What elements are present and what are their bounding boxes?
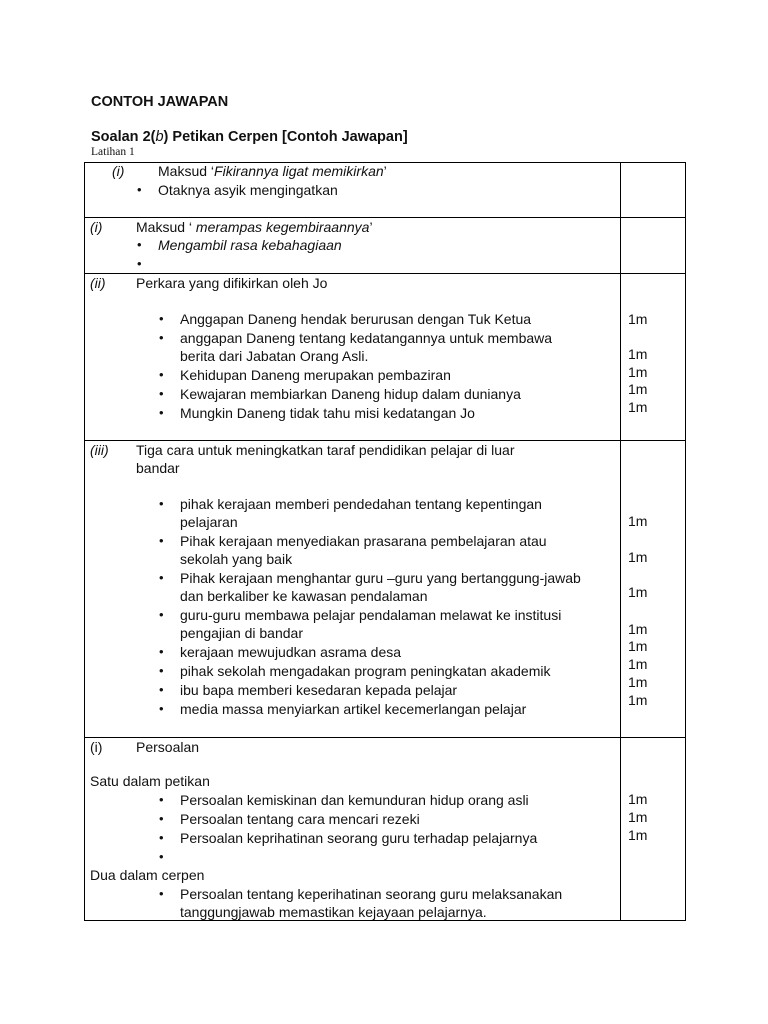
row4-question-cont: bandar: [136, 460, 180, 476]
row4-mark: 1m: [628, 584, 648, 600]
row4-number: (iii): [90, 442, 109, 458]
row3-mark: 1m: [628, 381, 648, 397]
row5-mark: 1m: [628, 791, 648, 807]
row4-question: Tiga cara untuk meningkatkan taraf pendidikan pelajar di luar: [136, 442, 515, 458]
bullet-icon: •: [159, 663, 164, 678]
row1-number: (i): [112, 163, 125, 179]
row4-answer: pihak sekolah mengadakan program peningkatan akademik: [180, 663, 551, 679]
bullet-icon: •: [159, 533, 164, 548]
row1-question-post: ’: [383, 163, 387, 179]
row5-answer: Persoalan tentang keperihatinan seorang guru melaksanakan: [180, 886, 563, 902]
row3-answer: Kewajaran membiarkan Daneng hidup dalam dunianya: [180, 386, 521, 402]
exercise-label: Latihan 1: [91, 146, 135, 158]
row5-question: Persoalan: [136, 739, 200, 755]
bullet-icon: •: [159, 607, 164, 622]
bullet-icon: •: [159, 701, 164, 716]
question-title-rest: ) Petikan Cerpen [Contoh Jawapan]: [163, 129, 408, 145]
row3-mark: 1m: [628, 399, 648, 415]
bullet-icon: •: [159, 682, 164, 697]
row4-answer: ibu bapa memberi kesedaran kepada pelajar: [180, 682, 458, 698]
row4-answer: Pihak kerajaan menyediakan prasarana pembelajaran atau: [180, 533, 547, 549]
row4-answer: guru-guru membawa pelajar pendalaman melawat ke institusi: [180, 607, 562, 623]
row3-answer: anggapan Daneng tentang kedatangannya untuk membawa: [180, 330, 553, 346]
row2-question: [136, 218, 373, 236]
row2-question-pre: Maksud ‘: [136, 219, 196, 235]
row5-mark: 1m: [628, 809, 648, 825]
bullet-icon: •: [159, 792, 164, 807]
row4-mark: 1m: [628, 674, 648, 690]
mark-column-divider: [620, 162, 621, 921]
row1-answer: Otaknya asyik mengingatkan: [158, 182, 338, 198]
page-title: CONTOH JAWAPAN: [91, 94, 229, 110]
bullet-icon: •: [159, 570, 164, 585]
bullet-icon: •: [159, 886, 164, 901]
row4-answer: pihak kerajaan memberi pendedahan tentang kepentingan: [180, 496, 542, 512]
row3-answer: Kehidupan Daneng merupakan pembaziran: [180, 367, 451, 383]
row4-answer-cont: sekolah yang baik: [180, 551, 293, 567]
row4-mark: 1m: [628, 656, 648, 672]
row4-answer-cont: pelajaran: [180, 514, 238, 530]
row4-mark: 1m: [628, 621, 648, 637]
row5-mark: 1m: [628, 827, 648, 843]
bullet-icon: •: [137, 182, 142, 197]
bullet-icon: •: [137, 237, 142, 252]
bullet-icon: •: [159, 496, 164, 511]
row3-answer-cont: berita dari Jabatan Orang Asli.: [180, 348, 369, 364]
bullet-icon: •: [159, 644, 164, 659]
row2-answer: Mengambil rasa kebahagiaan: [158, 237, 342, 253]
row1-question: [158, 162, 387, 180]
question-title-prefix: Soalan 2(: [91, 129, 156, 145]
bullet-icon: •: [159, 386, 164, 401]
row4-answer-cont: dan berkaliber ke kawasan pendalaman: [180, 588, 428, 604]
bullet-icon: •: [159, 311, 164, 326]
row3-answer: Anggapan Daneng hendak berurusan dengan Tuk Ketua: [180, 311, 532, 327]
row1-question-pre: Maksud ‘: [158, 163, 215, 179]
row4-answer: Pihak kerajaan menghantar guru –guru yang bertanggung-jawab: [180, 570, 581, 586]
row5-answer: Persoalan keprihatinan seorang guru terhadap pelajarnya: [180, 830, 538, 846]
row5-answer: Persoalan kemiskinan dan kemunduran hidup orang asli: [180, 792, 529, 808]
row4-answer: kerajaan mewujudkan asrama desa: [180, 644, 402, 660]
row5-answer-cont: tanggungjawab memastikan kejayaan pelajarnya.: [180, 904, 487, 920]
bullet-icon: •: [159, 811, 164, 826]
table-border-right: [685, 162, 686, 921]
row4-mark: 1m: [628, 692, 648, 708]
row3-mark: 1m: [628, 311, 648, 327]
row2-number: (i): [90, 219, 103, 235]
bullet-icon: •: [159, 330, 164, 345]
row1-question-quote: Fikirannya ligat memikirkan: [214, 163, 384, 179]
question-title-part: b: [155, 129, 164, 145]
row2-question-quote: merampas kegembiraannya: [195, 219, 370, 235]
row2-question-post: ’: [369, 219, 373, 235]
row5-subheading: Satu dalam petikan: [90, 773, 210, 789]
bullet-icon: •: [159, 849, 164, 864]
bullet-icon: •: [159, 405, 164, 420]
row4-mark: 1m: [628, 513, 648, 529]
question-title: [91, 129, 408, 145]
bullet-icon: •: [137, 256, 142, 271]
table-border-left: [84, 162, 85, 921]
row5-number: (i): [90, 739, 103, 755]
row3-answer: Mungkin Daneng tidak tahu misi kedatangan Jo: [180, 405, 475, 421]
bullet-icon: •: [159, 830, 164, 845]
row4-mark: 1m: [628, 638, 648, 654]
row3-mark: 1m: [628, 346, 648, 362]
row4-answer-cont: pengajian di bandar: [180, 625, 303, 641]
row3-mark: 1m: [628, 364, 648, 380]
row4-answer: media massa menyiarkan artikel kecemerlangan pelajar: [180, 701, 527, 717]
row4-mark: 1m: [628, 549, 648, 565]
bullet-icon: •: [159, 367, 164, 382]
row5-subheading: Dua dalam cerpen: [90, 867, 205, 883]
row5-answer: Persoalan tentang cara mencari rezeki: [180, 811, 420, 827]
row3-number: (ii): [90, 275, 106, 291]
row3-question: Perkara yang difikirkan oleh Jo: [136, 275, 328, 291]
